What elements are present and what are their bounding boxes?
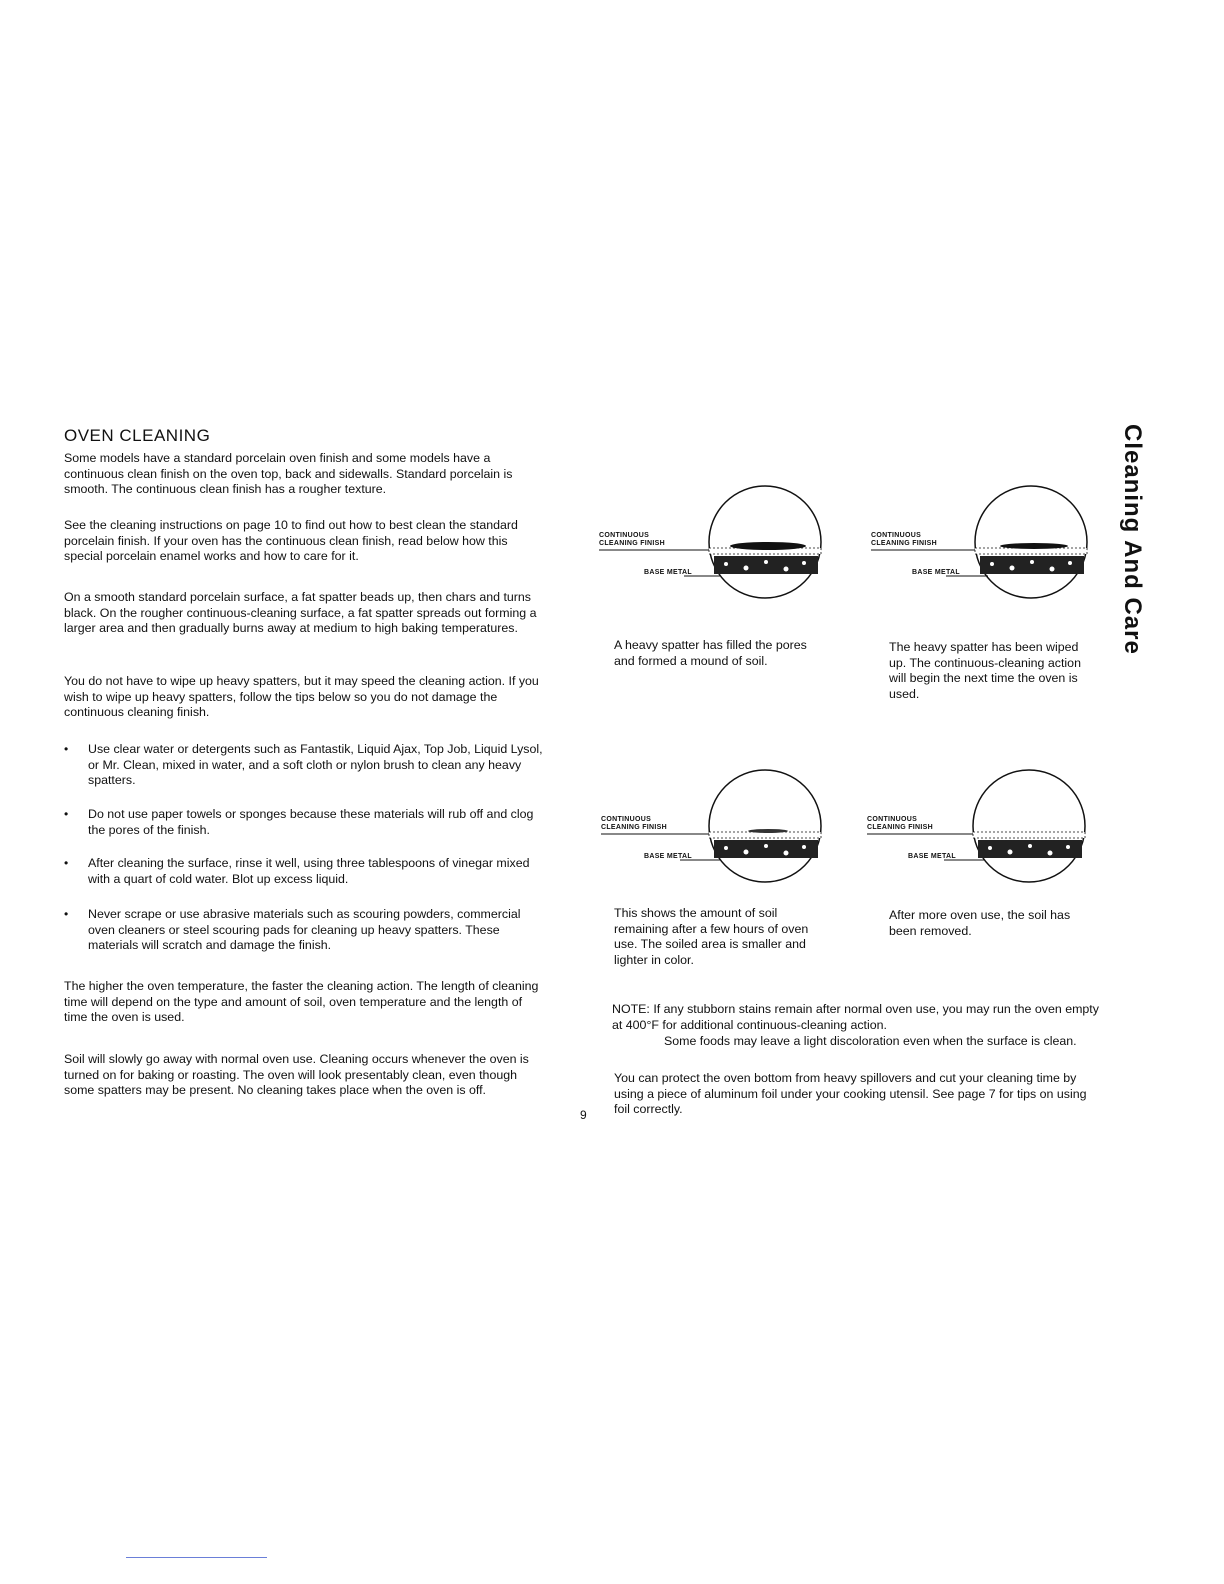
base-metal-label: BASE METAL [644, 569, 692, 576]
cleaning-finish-label: CLEANING FINISH [871, 540, 937, 547]
instructions-paragraph: See the cleaning instructions on page 10 to find out how to best clean the standard porcelain finish. If your oven has the continuous clean finish, read below how this special porcelain enamel works and how to care for it. [64, 518, 518, 563]
bullet-dot-icon: • [64, 856, 69, 870]
note-text-1: If any stubborn stains remain after normal oven use, you may run the oven empty at 400°F for additional continuous-cleaning action. [612, 1002, 1099, 1032]
diagram-soil-remaining [598, 768, 838, 888]
note-text-2: Some foods may leave a light discoloration even when the surface is clean. [664, 1034, 1077, 1048]
bullet-item [62, 856, 548, 887]
caption-soil-remaining: This shows the amount of soil remaining after a few hours of oven use. The soiled area is smaller and lighter in color. [614, 906, 809, 967]
page-number: 9 [580, 1108, 587, 1122]
bullet-item [62, 907, 548, 954]
bullet-text: Use clear water or detergents such as Fantastik, Liquid Ajax, Top Job, Liquid Lysol, or Mr. Clean, mixed in water, and a soft cloth or nylon brush to clean any heavy spatters. [88, 742, 543, 787]
continuous-label: CONTINUOUS [871, 532, 922, 539]
note-block [612, 1002, 1102, 1033]
diagram-soil-removed [864, 768, 1104, 888]
side-section-title: Cleaning And Care [1119, 424, 1146, 655]
caption-wiped-up: The heavy spatter has been wiped up. The continuous-cleaning action will begin the next time the oven is used. [889, 640, 1081, 701]
bullet-text: Do not use paper towels or sponges because these materials will rub off and clog the pores of the finish. [88, 807, 534, 837]
cleaning-finish-label: CLEANING FINISH [601, 824, 667, 831]
foil-tip-paragraph: You can protect the oven bottom from heavy spillovers and cut your cleaning time by using a piece of aluminum foil under your cooking utensil. See page 7 for tips on using foil correctly. [614, 1071, 1087, 1116]
diagram-heavy-spatter [596, 484, 836, 604]
continuous-label: CONTINUOUS [867, 816, 918, 823]
temperature-paragraph: The higher the oven temperature, the faster the cleaning action. The length of cleaning time will depend on the type and amount of soil, oven temperature and the length of time the oven is used. [64, 979, 539, 1024]
cleaning-finish-label: CLEANING FINISH [599, 540, 665, 547]
note-label: NOTE: [612, 1002, 650, 1016]
intro-paragraph: Some models have a standard porcelain oven finish and some models have a continuous clean finish on the oven top, back and sidewalls. Standard porcelain is smooth. The continuous clean finish has a rougher texture. [64, 451, 513, 496]
footer-rule [126, 1557, 267, 1558]
diagram-wiped-up [868, 484, 1108, 604]
continuous-label: CONTINUOUS [601, 816, 652, 823]
bullet-text: Never scrape or use abrasive materials such as scouring powders, commercial oven cleaners or steel scouring pads for cleaning up heavy spatters. These materials will scratch and damage the finish. [88, 907, 521, 952]
base-metal-label: BASE METAL [644, 853, 692, 860]
bullet-dot-icon: • [64, 907, 69, 921]
base-metal-label: BASE METAL [908, 853, 956, 860]
caption-soil-removed: After more oven use, the soil has been removed. [889, 908, 1071, 938]
base-metal-label: BASE METAL [912, 569, 960, 576]
bullet-dot-icon: • [64, 807, 69, 821]
surface-paragraph: On a smooth standard porcelain surface, a fat spatter beads up, then chars and turns black. On the rougher continuous-cleaning surface, a fat spatter spreads out forming a larger area and then gradually burns away at medium to high baking temperatures. [64, 590, 537, 635]
continuous-label: CONTINUOUS [599, 532, 650, 539]
bullet-dot-icon: • [64, 742, 69, 756]
spatter-paragraph: You do not have to wipe up heavy spatters, but it may speed the cleaning action. If you wish to wipe up heavy spatters, follow the tips below so you do not damage the continuous cleaning finish. [64, 674, 539, 719]
cleaning-finish-label: CLEANING FINISH [867, 824, 933, 831]
soil-paragraph: Soil will slowly go away with normal oven use. Cleaning occurs whenever the oven is turned on for baking or roasting. The oven will look presentably clean, even though some spatters may be present. No cleaning takes place when the oven is off. [64, 1052, 529, 1097]
bullet-text: After cleaning the surface, rinse it well, using three tablespoons of vinegar mixed with a quart of cold water. Blot up excess liquid. [88, 856, 530, 886]
caption-heavy-spatter: A heavy spatter has filled the pores and formed a mound of soil. [614, 638, 807, 668]
bullet-item [62, 807, 548, 838]
section-heading: OVEN CLEANING [64, 426, 211, 445]
bullet-item [62, 742, 548, 789]
